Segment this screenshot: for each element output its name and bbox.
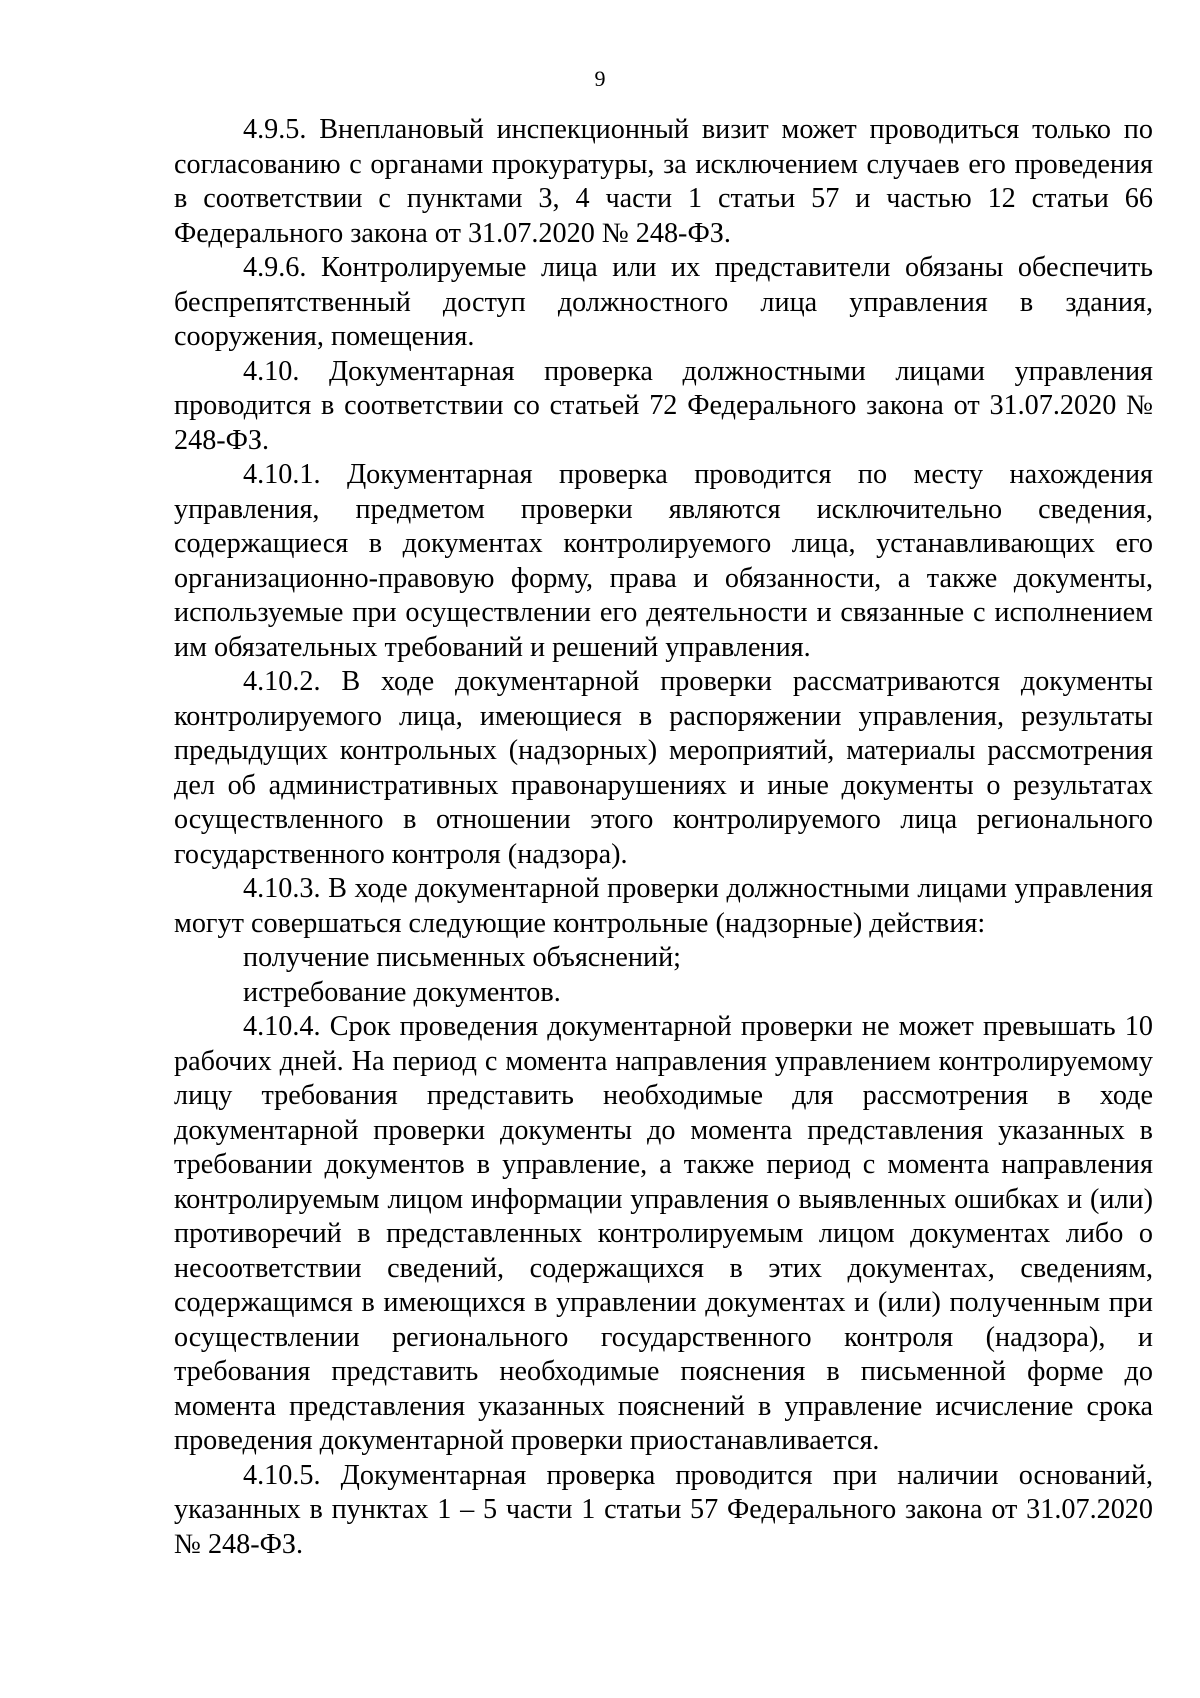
paragraph-4-10: 4.10. Документарная проверка должностными лицами управления проводится в соответствии со статьей 72 Федерального закона от 31.07.2020 № 248-ФЗ. [174, 355, 1153, 456]
paragraph-4-9-6: 4.9.6. Контролируемые лица или их представители обязаны обеспечить беспрепятственный доступ должностного лица управления в здания, сооружения, помещения. [174, 252, 1153, 352]
paragraph-4-10-5: 4.10.5. Документарная проверка проводится при наличии оснований, указанных в пунктах 1 – 5 части 1 статьи 57 Федерального закона от 31.07.2020 № 248-ФЗ. [174, 1459, 1153, 1560]
paragraph-4-10-1: 4.10.1. Документарная проверка проводится по месту нахождения управления, предметом проверки являются исключительно сведения, содержащиеся в документах контролируемого лица, устанавливающих его организационно-правовую форму, права и обязанности, а также документы, используемые при осуществлении его деятельности и связанные с исполнением им обязательных требований и решений управления. [174, 459, 1153, 663]
paragraph-4-9-5: 4.9.5. Внеплановый инспекционный визит может проводиться только по согласованию с органами прокуратуры, за исключением случаев его проведения в соответствии с пунктами 3, 4 части 1 статьи 57 и частью 12 статьи 66 Федерального закона от 31.07.2020 № 248-ФЗ. [174, 114, 1153, 249]
paragraph-4-10-2: 4.10.2. В ходе документарной проверки рассматриваются документы контролируемого лица, имеющиеся в распоряжении управления, результаты предыдущих контрольных (надзорных) мероприятий, материалы рассмотрения дел об административных правонарушениях и иные документы о результатах осуществленного в отношении этого контролируемого лица регионального государственного контроля (надзора). [174, 666, 1153, 870]
document-body [174, 113, 1153, 1562]
paragraph-4-10-3: 4.10.3. В ходе документарной проверки должностными лицами управления могут совершаться следующие контрольные (надзорные) действия: [174, 873, 1153, 939]
list-item-document-request: истребование документов. [243, 976, 561, 1008]
page-number: 9 [594, 66, 606, 91]
list-item-written-explanations: получение письменных объяснений; [243, 942, 681, 973]
paragraph-4-10-4: 4.10.4. Срок проведения документарной проверки не может превышать 10 рабочих дней. На период с момента направления управлением контролируемому лицу требования представить необходимые для рассмотрения в ходе документарной проверки документы до момента представления указанных в требовании документов в управление, а также период с момента направления контролируемым лицом информации управления о выявленных ошибках и (или) противоречий в представленных контролируемым лицом документах либо о несоответствии сведений, содержащихся в этих документах, сведениям, содержащимся в имеющихся в управлении документах и (или) полученным при осуществлении регионального государственного контроля (надзора), и требования представить необходимые пояснения в письменной форме до момента представления указанных пояснений в управление исчисление срока проведения документарной проверки приостанавливается. [174, 1011, 1153, 1456]
